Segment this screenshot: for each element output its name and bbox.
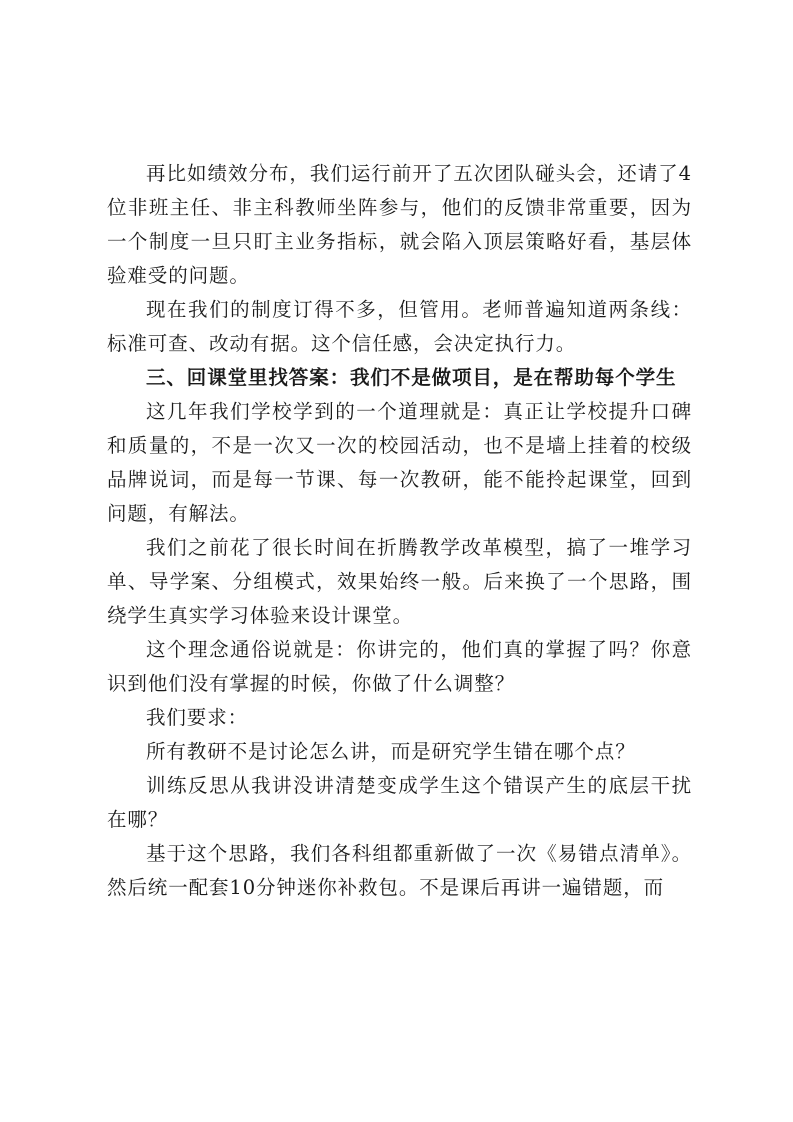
section-heading-3: 三、回课堂里找答案：我们不是做项目，是在帮助每个学生 [146, 366, 677, 389]
paragraph-system-trust: 现在我们的制度订得不多，但管用。老师普遍知道两条线：标准可查、改动有据。这个信任感，会决定执行力。 [107, 298, 692, 355]
document-body [107, 157, 692, 905]
paragraph-performance-distribution: 再比如绩效分布，我们运行前开了五次团队碰头会，还请了4位非班主任、非主科教师坐阵参与，他们的反馈非常重要，因为一个制度一旦只盯主业务指标，就会陷入顶层策略好看，基层体验难受的问题。 [107, 162, 692, 287]
paragraph-requirements-intro: 我们要求： [146, 706, 249, 729]
paragraph-requirement-reflection: 训练反思从我讲没讲清楚变成学生这个错误产生的底层干扰在哪？ [107, 774, 692, 831]
paragraph-teaching-reform: 我们之前花了很长时间在折腾教学改革模型，搞了一堆学习单、导学案、分组模式，效果始终一般。后来换了一个思路，围绕学生真实学习体验来设计课堂。 [107, 536, 692, 627]
paragraph-school-lesson: 这几年我们学校学到的一个道理就是：真正让学校提升口碑和质量的，不是一次又一次的校园活动，也不是墙上挂着的校级品牌说词，而是每一节课、每一次教研，能不能拎起课堂，回到问题，有解法。 [107, 400, 692, 525]
paragraph-error-checklist: 基于这个思路，我们各科组都重新做了一次《易错点清单》。然后统一配套10分钟迷你补救包。不是课后再讲一遍错题，而 [107, 842, 692, 899]
paragraph-requirement-research: 所有教研不是讨论怎么讲，而是研究学生错在哪个点？ [146, 740, 636, 763]
paragraph-concept: 这个理念通俗说就是：你讲完的，他们真的掌握了吗？你意识到他们没有掌握的时候，你做了什么调整？ [107, 638, 692, 695]
